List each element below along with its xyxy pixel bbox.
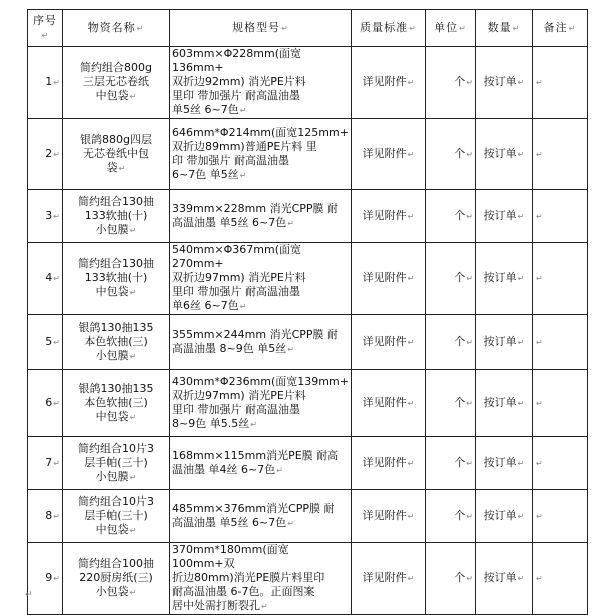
name-line: 袋 ↵ bbox=[65, 161, 167, 176]
cell-no: 9 ↵ bbox=[28, 543, 63, 615]
name-line: 简约组合10片3 bbox=[78, 494, 154, 508]
paragraph-mark-icon bbox=[536, 399, 543, 408]
paragraph-mark-icon bbox=[130, 413, 137, 422]
cell-quality: 详见附件 ↵ bbox=[352, 243, 426, 315]
cell-qty: 按订单 ↵ bbox=[476, 119, 533, 190]
paragraph-mark-icon bbox=[240, 171, 247, 180]
paragraph-mark-icon bbox=[408, 212, 415, 221]
cell-remark bbox=[533, 47, 588, 119]
cell-qty: 按订单 ↵ bbox=[476, 437, 533, 490]
spec-line: 里印 带加强片 耐高温油墨 bbox=[172, 402, 300, 416]
paragraph-mark-icon bbox=[518, 274, 525, 283]
paragraph-mark-icon bbox=[518, 574, 525, 583]
spec-line: 耐高温油墨 6-7色。正面图案 bbox=[172, 585, 315, 598]
cell-spec bbox=[170, 119, 352, 190]
name-line: 220厨房纸(三) bbox=[79, 571, 153, 584]
paragraph-mark-icon bbox=[130, 226, 137, 235]
cell-name bbox=[63, 243, 170, 315]
name-line: 简约组合10片3 bbox=[78, 441, 154, 455]
paragraph-mark-icon bbox=[42, 31, 50, 40]
cell-quality: 详见附件 ↵ bbox=[352, 119, 426, 190]
spec-line: 高温油墨 8~9色 单5丝 ↵ bbox=[172, 342, 349, 357]
spec-line: 339mm×228mm 消光CPP膜 耐 bbox=[172, 201, 339, 215]
spec-line: 印 带加强片 耐高温油墨 bbox=[172, 153, 289, 167]
name-line: 中包袋 ↵ bbox=[65, 285, 167, 300]
cell-name bbox=[63, 47, 170, 119]
table-row bbox=[28, 190, 588, 243]
name-line: 无芯卷纸中包 bbox=[83, 146, 149, 160]
paragraph-mark-icon bbox=[536, 459, 543, 468]
paragraph-mark-icon bbox=[518, 459, 525, 468]
cell-quality: 详见附件 ↵ bbox=[352, 315, 426, 370]
spec-line: 485mm×376mm消光CPP膜 耐 bbox=[172, 501, 335, 515]
cell-no: 8 ↵ bbox=[28, 490, 63, 543]
cell-remark bbox=[533, 119, 588, 190]
table-row bbox=[28, 47, 588, 119]
paragraph-mark-icon bbox=[459, 24, 467, 33]
paragraph-mark-icon bbox=[130, 526, 137, 535]
cell-spec bbox=[170, 437, 352, 490]
cell-spec bbox=[170, 47, 352, 119]
paragraph-mark-icon bbox=[130, 473, 137, 482]
table-row bbox=[28, 437, 588, 490]
paragraph-mark-icon bbox=[408, 274, 415, 283]
cell-no: 5 ↵ bbox=[28, 315, 63, 370]
cell-unit: 个 ↵ bbox=[426, 47, 476, 119]
cell-name bbox=[63, 119, 170, 190]
cell-qty: 按订单 ↵ bbox=[476, 190, 533, 243]
name-line: 层手帕(三十) bbox=[84, 508, 148, 522]
paragraph-mark-icon bbox=[287, 219, 294, 228]
table-row bbox=[28, 543, 588, 615]
cell-remark bbox=[533, 543, 588, 615]
cell-spec bbox=[170, 543, 352, 615]
cell-remark bbox=[533, 315, 588, 370]
spec-line: 温油墨 单4丝 6~7色 ↵ bbox=[172, 463, 349, 478]
spec-line: 603mm×Φ228mm(面宽136mm+ bbox=[172, 47, 302, 74]
paragraph-mark-icon bbox=[261, 602, 268, 611]
name-line: 小包袋 ↵ bbox=[65, 585, 167, 600]
cell-spec bbox=[170, 490, 352, 543]
cell-quality: 详见附件 ↵ bbox=[352, 47, 426, 119]
cell-quality: 详见附件 ↵ bbox=[352, 543, 426, 615]
cell-unit: 个 ↵ bbox=[426, 243, 476, 315]
header-name: 物资名称 ↵ bbox=[63, 10, 170, 47]
name-line: 简约组合800g bbox=[80, 61, 152, 74]
paragraph-mark-icon bbox=[137, 24, 145, 33]
cell-qty: 按订单 ↵ bbox=[476, 370, 533, 437]
spec-line: 双折边97mm) 消光PE片料 bbox=[172, 271, 306, 284]
cell-qty: 按订单 ↵ bbox=[476, 243, 533, 315]
paragraph-mark-icon bbox=[466, 399, 473, 408]
name-line: 简约组合130抽 bbox=[78, 194, 154, 208]
paragraph-mark-icon bbox=[466, 512, 473, 521]
paragraph-mark-icon bbox=[466, 274, 473, 283]
cell-no: 3 ↵ bbox=[28, 190, 63, 243]
paragraph-mark-icon bbox=[53, 512, 60, 521]
spec-line: 双折边97mm) 消光PE片料 bbox=[172, 388, 306, 402]
spec-line: 540mm×Φ367mm(面宽270mm+ bbox=[172, 243, 302, 270]
cell-unit: 个 ↵ bbox=[426, 315, 476, 370]
spec-line: 折边80mm)消光PE膜片料里印 bbox=[172, 571, 325, 584]
cell-no: 6 ↵ bbox=[28, 370, 63, 437]
header-remark: 备注 ↵ bbox=[533, 10, 588, 47]
paragraph-mark-icon bbox=[53, 459, 60, 468]
paragraph-mark-icon bbox=[466, 459, 473, 468]
table-row bbox=[28, 119, 588, 190]
name-line: 简约组合100抽 bbox=[78, 557, 154, 570]
paragraph-mark-icon bbox=[536, 78, 543, 87]
spec-line: 双折边92mm) 消光PE片料 bbox=[172, 75, 306, 88]
cell-qty: 按订单 ↵ bbox=[476, 543, 533, 615]
spec-line: 居中处需打断裂孔 ↵ bbox=[172, 599, 349, 614]
paragraph-mark-icon bbox=[408, 338, 415, 347]
cell-no: 1 ↵ bbox=[28, 47, 63, 119]
cell-no: 4 ↵ bbox=[28, 243, 63, 315]
paragraph-mark-icon bbox=[287, 519, 294, 528]
paragraph-mark-icon bbox=[53, 399, 60, 408]
cell-quality: 详见附件 ↵ bbox=[352, 490, 426, 543]
paragraph-mark-icon bbox=[536, 512, 543, 521]
spec-line: 双折边89mm)普通PE片料 里 bbox=[172, 139, 317, 153]
paragraph-mark-icon bbox=[518, 212, 525, 221]
cell-remark bbox=[533, 437, 588, 490]
paragraph-mark-icon bbox=[518, 399, 525, 408]
paragraph-mark-icon bbox=[408, 150, 415, 159]
cell-unit: 个 ↵ bbox=[426, 119, 476, 190]
name-line: 层手帕(三十) bbox=[84, 455, 148, 469]
spec-line: 高温油墨 单5丝 6~7色 ↵ bbox=[172, 216, 349, 231]
cell-spec bbox=[170, 315, 352, 370]
paragraph-mark-icon bbox=[536, 212, 543, 221]
spec-line: 里印 带加强片 耐高温油墨 bbox=[172, 285, 300, 298]
paragraph-mark-icon bbox=[53, 274, 60, 283]
cell-name bbox=[63, 190, 170, 243]
paragraph-mark-icon bbox=[518, 78, 525, 87]
paragraph-mark-icon bbox=[408, 78, 415, 87]
cell-unit: 个 ↵ bbox=[426, 190, 476, 243]
cell-unit: 个 ↵ bbox=[426, 370, 476, 437]
paragraph-mark-icon bbox=[408, 399, 415, 408]
cell-spec bbox=[170, 190, 352, 243]
paragraph-mark-icon bbox=[130, 288, 137, 297]
paragraph-mark-icon bbox=[466, 150, 473, 159]
cell-quality: 详见附件 ↵ bbox=[352, 190, 426, 243]
cell-remark bbox=[533, 190, 588, 243]
paragraph-mark-icon bbox=[466, 212, 473, 221]
spec-line: 370mm*180mm(面宽100mm+双 bbox=[172, 543, 289, 570]
paragraph-mark-icon bbox=[130, 588, 137, 597]
cell-spec bbox=[170, 370, 352, 437]
cell-name bbox=[63, 490, 170, 543]
cell-unit: 个 ↵ bbox=[426, 543, 476, 615]
paragraph-mark-icon bbox=[536, 338, 543, 347]
spec-line: 高温油墨 单5丝 6~7色 ↵ bbox=[172, 516, 349, 531]
paragraph-mark-icon bbox=[53, 212, 60, 221]
cell-name bbox=[63, 437, 170, 490]
header-no: 序号 ↵ bbox=[28, 10, 63, 47]
spec-line: 430mm*Φ236mm(面宽139mm+ bbox=[172, 374, 349, 388]
cell-no: 2 ↵ bbox=[28, 119, 63, 190]
name-line: 133软抽(十) bbox=[84, 271, 148, 284]
cell-unit: 个 ↵ bbox=[426, 490, 476, 543]
paragraph-mark-icon bbox=[518, 512, 525, 521]
header-row bbox=[28, 10, 588, 47]
cell-name bbox=[63, 315, 170, 370]
header-quality: 质量标准 ↵ bbox=[352, 10, 426, 47]
spec-line: 6~7色 单5丝 ↵ bbox=[172, 168, 349, 183]
header-spec: 规格型号 ↵ bbox=[170, 10, 352, 47]
name-line: 中包袋 ↵ bbox=[65, 89, 167, 104]
spec-line: 单5丝 6~7色 ↵ bbox=[172, 103, 349, 118]
paragraph-mark-icon bbox=[53, 78, 60, 87]
paragraph-mark-icon bbox=[130, 92, 137, 101]
name-line: 中包袋 ↵ bbox=[65, 410, 167, 425]
name-line: 本色软抽(三) bbox=[84, 334, 148, 348]
cell-qty: 按订单 ↵ bbox=[476, 315, 533, 370]
paragraph-mark-icon bbox=[513, 24, 521, 33]
paragraph-mark-icon bbox=[408, 512, 415, 521]
paragraph-mark-icon bbox=[53, 150, 60, 159]
paragraph-mark-icon bbox=[240, 302, 247, 311]
spec-line: 168mm×115mm消光PE膜 耐高 bbox=[172, 448, 339, 462]
cell-qty: 按订单 ↵ bbox=[476, 490, 533, 543]
cell-no: 7 ↵ bbox=[28, 437, 63, 490]
name-line: 中包袋 ↵ bbox=[65, 523, 167, 538]
paragraph-mark-icon bbox=[408, 574, 415, 583]
paragraph-mark-icon bbox=[119, 164, 126, 173]
name-line: 133软抽(十) bbox=[84, 208, 148, 222]
spec-line: 355mm×244mm 消光CPP膜 耐 bbox=[172, 327, 339, 341]
paragraph-mark-icon bbox=[536, 274, 543, 283]
paragraph-mark-icon bbox=[466, 338, 473, 347]
name-line: 小包膜 ↵ bbox=[65, 223, 167, 238]
paragraph-mark-icon bbox=[240, 106, 247, 115]
name-line: 银鸽880g四层 bbox=[80, 132, 152, 146]
spec-line: 8~9色 单5.5丝 ↵ bbox=[172, 417, 349, 432]
paragraph-mark-icon bbox=[409, 24, 417, 33]
paragraph-mark-icon bbox=[53, 338, 60, 347]
name-line: 小包膜 ↵ bbox=[65, 470, 167, 485]
spec-line: 单6丝 6~7色 ↵ bbox=[172, 299, 349, 314]
cell-spec bbox=[170, 243, 352, 315]
table-row bbox=[28, 243, 588, 315]
cell-quality: 详见附件 ↵ bbox=[352, 370, 426, 437]
name-line: 银鸽130抽135 bbox=[78, 381, 154, 395]
cell-remark bbox=[533, 370, 588, 437]
name-line: 三层无芯卷纸 bbox=[83, 75, 149, 88]
cell-quality: 详见附件 ↵ bbox=[352, 437, 426, 490]
paragraph-mark-icon bbox=[536, 150, 543, 159]
cell-name bbox=[63, 543, 170, 615]
spec-line: 646mm*Φ214mm(面宽125mm+ bbox=[172, 125, 349, 139]
name-line: 小包膜 ↵ bbox=[65, 349, 167, 364]
paragraph-mark-icon bbox=[130, 352, 137, 361]
spec-line: 里印 带加强片 耐高温油墨 bbox=[172, 89, 300, 102]
paragraph-mark-icon bbox=[466, 574, 473, 583]
header-qty: 数量 ↵ bbox=[476, 10, 533, 47]
paragraph-mark-icon bbox=[408, 459, 415, 468]
paragraph-mark-icon bbox=[518, 150, 525, 159]
cell-remark bbox=[533, 490, 588, 543]
table-row bbox=[28, 490, 588, 543]
paragraph-mark-icon bbox=[466, 78, 473, 87]
paragraph-mark-icon bbox=[287, 345, 294, 354]
name-line: 银鸽130抽135 bbox=[78, 320, 154, 334]
table-row bbox=[28, 370, 588, 437]
name-line: 简约组合130抽 bbox=[78, 257, 154, 270]
spec-table bbox=[27, 9, 588, 615]
cell-name bbox=[63, 370, 170, 437]
paragraph-mark-icon bbox=[281, 24, 289, 33]
paragraph-mark-icon: ↵ bbox=[25, 590, 33, 600]
paragraph-mark-icon bbox=[536, 574, 543, 583]
paragraph-mark-icon bbox=[250, 420, 257, 429]
cell-remark bbox=[533, 243, 588, 315]
cell-unit: 个 ↵ bbox=[426, 437, 476, 490]
paragraph-mark-icon bbox=[518, 338, 525, 347]
paragraph-mark-icon bbox=[53, 574, 60, 583]
name-line: 本色软抽(三) bbox=[84, 395, 148, 409]
table-row bbox=[28, 315, 588, 370]
header-unit: 单位 ↵ bbox=[426, 10, 476, 47]
paragraph-mark-icon bbox=[276, 466, 283, 475]
cell-qty: 按订单 ↵ bbox=[476, 47, 533, 119]
paragraph-mark-icon bbox=[569, 24, 577, 33]
